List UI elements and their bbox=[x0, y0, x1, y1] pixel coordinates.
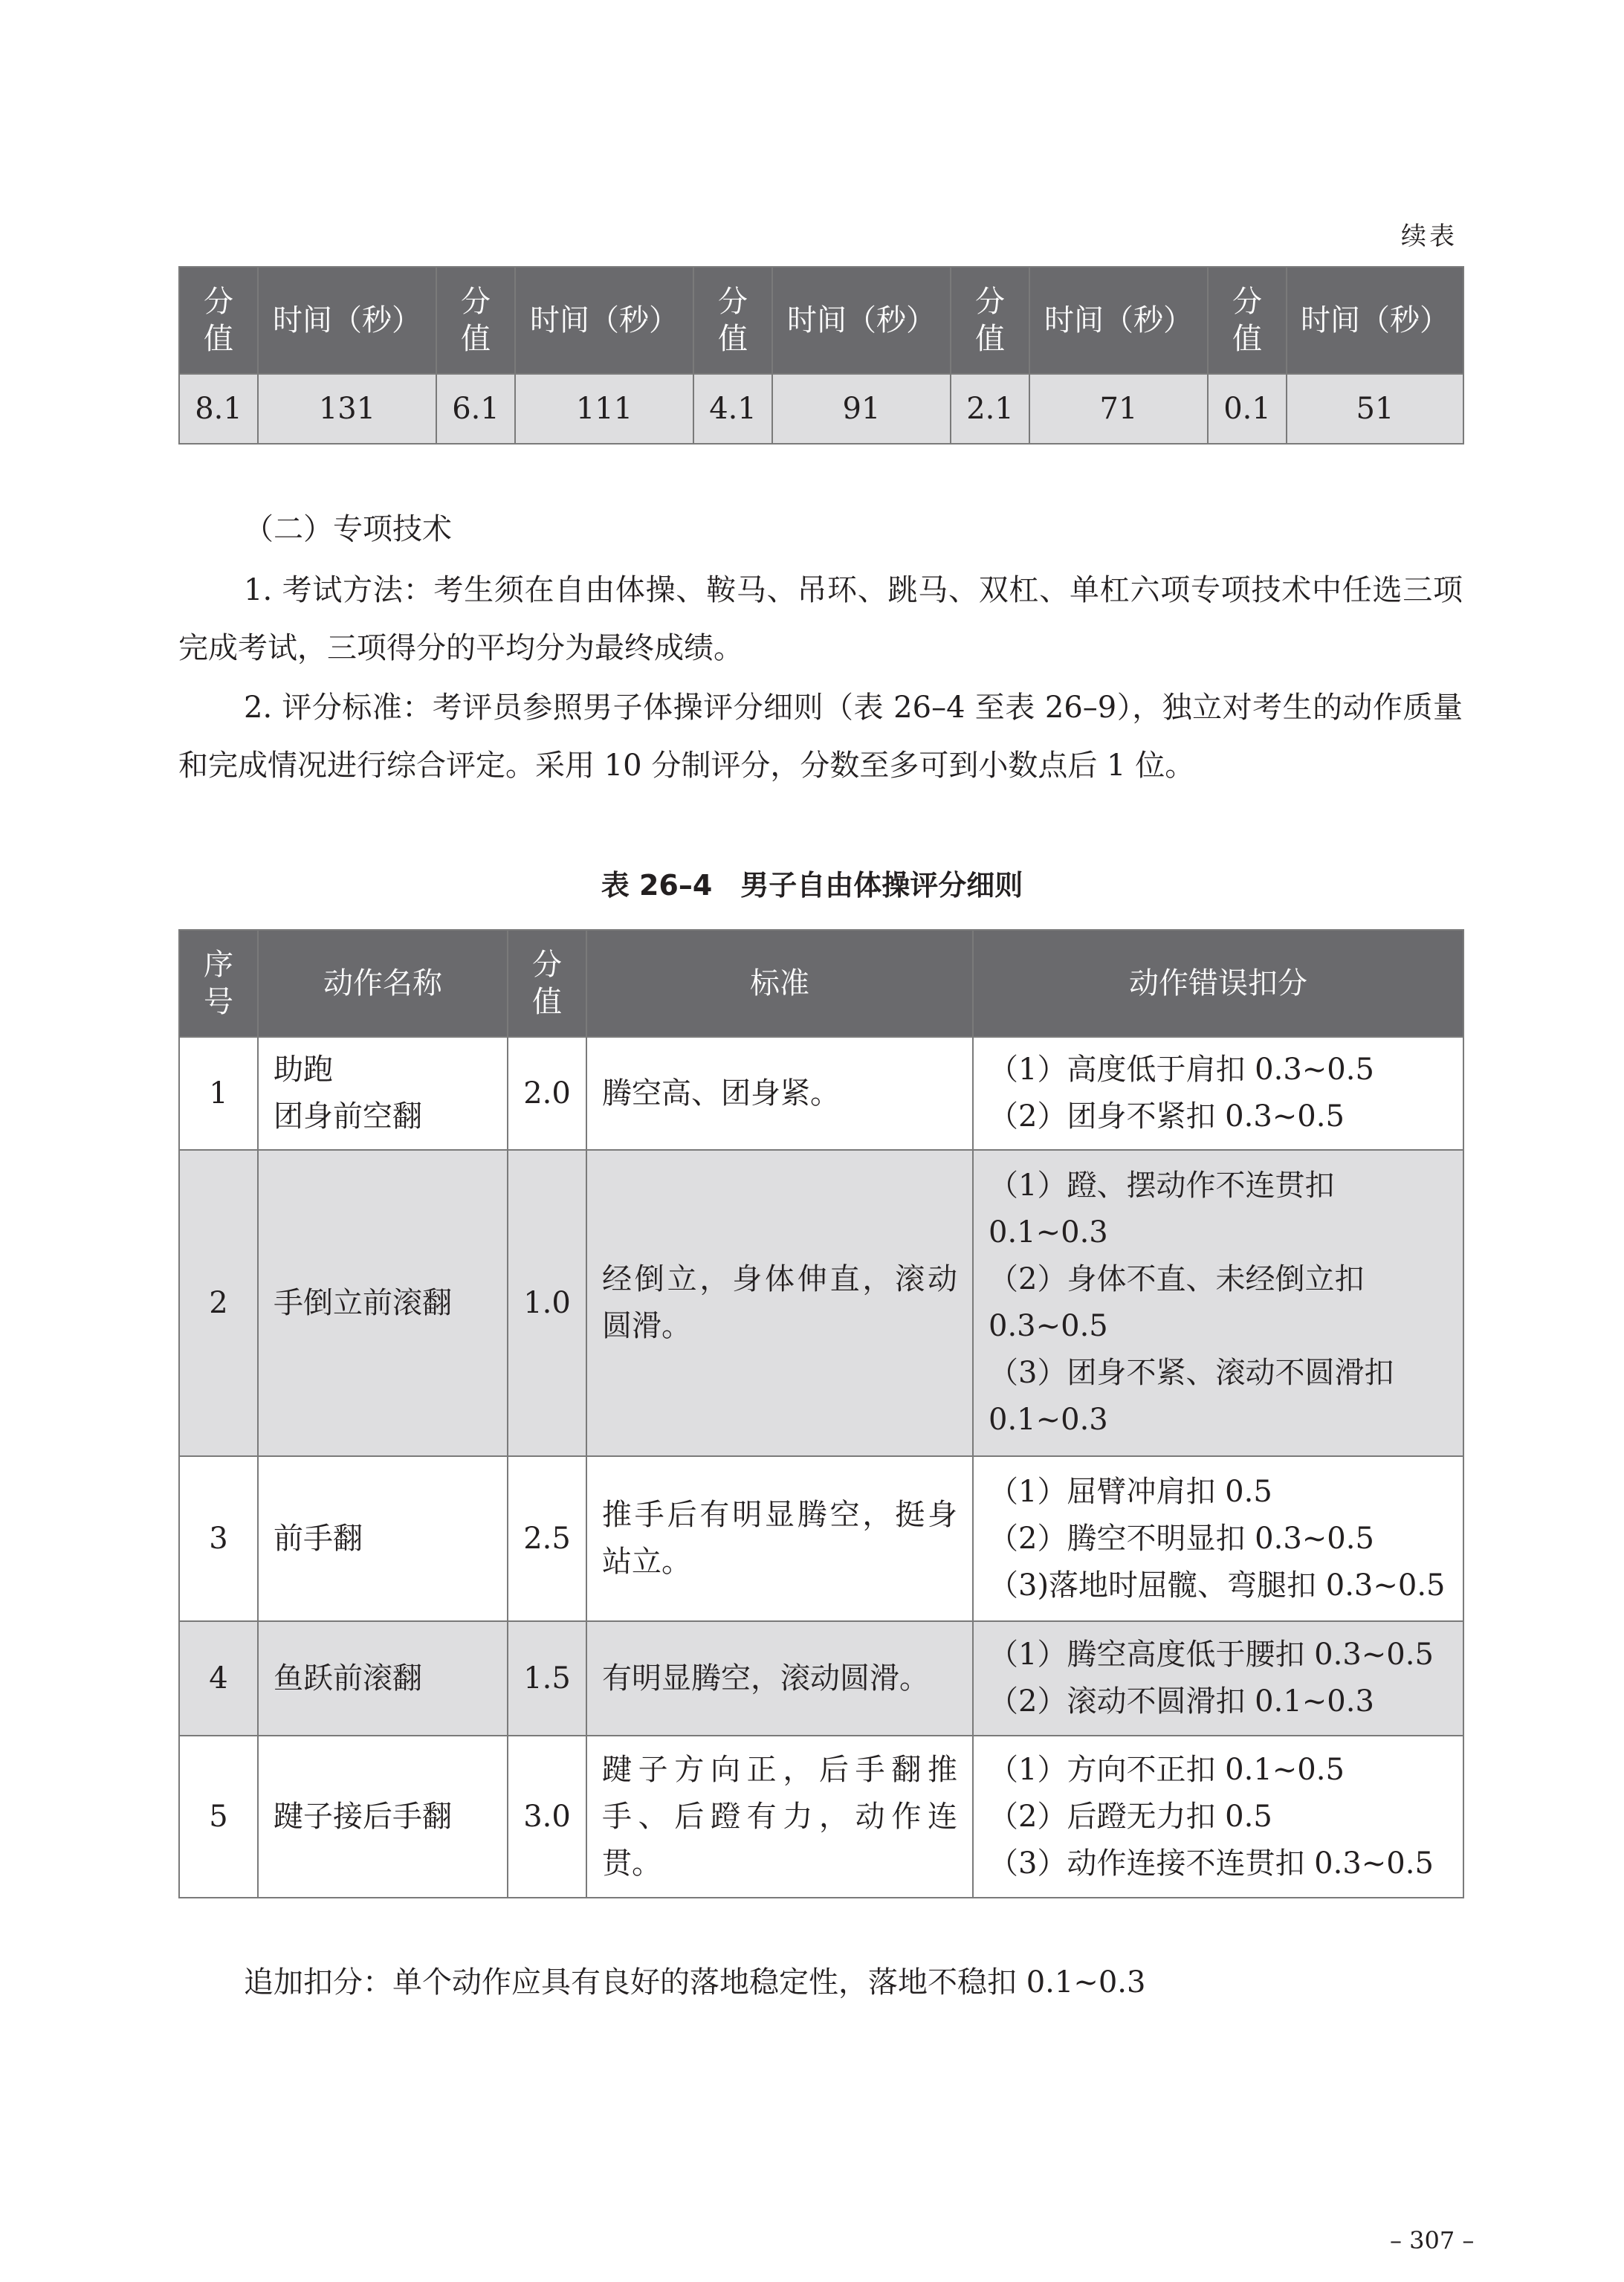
deduction-item: （2）腾空不明显扣 0.3~0.5 bbox=[989, 1521, 1374, 1556]
header-seq: 序 号 bbox=[179, 930, 258, 1037]
header-time: 时间（秒） bbox=[1029, 267, 1208, 374]
header-score: 分 值 bbox=[1208, 267, 1287, 374]
deduction-item: （3）动作连接不连贯扣 0.3~0.5 bbox=[989, 1846, 1434, 1881]
score-cell: 0.1 bbox=[1208, 374, 1287, 444]
header-time: 时间（秒） bbox=[258, 267, 436, 374]
paragraph-text: 1. 考试方法：考生须在自由体操、鞍马、吊环、跳马、双杠、单杠六项专项技术中任选三项完成考试，三项得分的平均分为最终成绩。 bbox=[178, 573, 1463, 665]
score-cell: 1.0 bbox=[508, 1150, 586, 1456]
time-cell: 111 bbox=[515, 374, 693, 444]
table-row bbox=[179, 1037, 1463, 1150]
deduction-cell bbox=[973, 1621, 1463, 1736]
deduction-item: （2）滚动不圆滑扣 0.1~0.3 bbox=[989, 1684, 1374, 1719]
deduction-cell bbox=[973, 1456, 1463, 1621]
table-caption: 表 26–4 男子自由体操评分细则 bbox=[601, 869, 1023, 902]
deduction-item: （1）屈臂冲肩扣 0.5 bbox=[989, 1474, 1272, 1509]
paragraph-exam-method bbox=[178, 561, 1463, 677]
seq-cell: 1 bbox=[179, 1037, 258, 1150]
deduction-cell bbox=[973, 1037, 1463, 1150]
header-score: 分 值 bbox=[436, 267, 515, 374]
score-cell: 4.1 bbox=[693, 374, 772, 444]
table-row bbox=[179, 1456, 1463, 1621]
floor-exercise-rules-table bbox=[178, 929, 1464, 1898]
score-cell: 2.0 bbox=[508, 1037, 586, 1150]
standard-cell: 踺子方向正，后手翻推手、后蹬有力，动作连贯。 bbox=[586, 1736, 973, 1898]
score-time-table bbox=[178, 266, 1464, 445]
paragraph-text: 2. 评分标准：考评员参照男子体操评分细则（表 26–4 至表 26–9），独立对考生的动作质量和完成情况进行综合评定。采用 10 分制评分，分数至多可到小数点后 1 位。 bbox=[178, 691, 1463, 783]
seq-cell: 2 bbox=[179, 1150, 258, 1456]
score-cell: 2.1 bbox=[951, 374, 1029, 444]
seq-cell: 3 bbox=[179, 1456, 258, 1621]
seq-cell: 5 bbox=[179, 1736, 258, 1898]
header-standard: 标准 bbox=[586, 930, 973, 1037]
deduction-cell bbox=[973, 1736, 1463, 1898]
deduction-item: （2）后蹬无力扣 0.5 bbox=[989, 1799, 1272, 1834]
header-time: 时间（秒） bbox=[772, 267, 951, 374]
name-cell: 踺子接后手翻 bbox=[258, 1736, 508, 1898]
score-cell: 1.5 bbox=[508, 1621, 586, 1736]
standard-cell: 推手后有明显腾空，挺身站立。 bbox=[586, 1456, 973, 1621]
paragraph-scoring-standard bbox=[178, 679, 1463, 795]
name-cell: 鱼跃前滚翻 bbox=[258, 1621, 508, 1736]
deduction-item: （1）蹬、摆动作不连贯扣 0.1~0.3 bbox=[989, 1169, 1335, 1250]
deduction-item: （3)落地时屈髋、弯腿扣 0.3~0.5 bbox=[989, 1568, 1446, 1603]
rules-table-header bbox=[179, 930, 1463, 1037]
standard-cell: 腾空高、团身紧。 bbox=[586, 1037, 973, 1150]
deduction-item: （3）团身不紧、滚动不圆滑扣 0.1~0.3 bbox=[989, 1356, 1394, 1437]
standard-cell: 经倒立，身体伸直，滚动圆滑。 bbox=[586, 1150, 973, 1456]
header-name: 动作名称 bbox=[258, 930, 508, 1037]
table-row bbox=[179, 1150, 1463, 1456]
deduction-item: （1）方向不正扣 0.1~0.5 bbox=[989, 1752, 1345, 1787]
time-cell: 71 bbox=[1029, 374, 1208, 444]
score-cell: 6.1 bbox=[436, 374, 515, 444]
extra-deduction-note: 追加扣分：单个动作应具有良好的落地稳定性，落地不稳扣 0.1~0.3 bbox=[244, 1965, 1146, 2000]
header-score: 分 值 bbox=[951, 267, 1029, 374]
deduction-item: （1）腾空高度低于腰扣 0.3~0.5 bbox=[989, 1638, 1434, 1672]
score-cell: 3.0 bbox=[508, 1736, 586, 1898]
table-row bbox=[179, 1736, 1463, 1898]
time-cell: 131 bbox=[258, 374, 436, 444]
seq-cell: 4 bbox=[179, 1621, 258, 1736]
name-text: 助跑 团身前空翻 bbox=[274, 1053, 422, 1134]
header-score: 分 值 bbox=[179, 267, 258, 374]
deduction-item: （2）身体不直、未经倒立扣 0.3~0.5 bbox=[989, 1262, 1365, 1343]
deduction-item: （2）团身不紧扣 0.3~0.5 bbox=[989, 1099, 1345, 1134]
deduction-cell bbox=[973, 1150, 1463, 1456]
section-heading: （二）专项技术 bbox=[244, 512, 452, 546]
name-cell: 前手翻 bbox=[258, 1456, 508, 1621]
header-time: 时间（秒） bbox=[515, 267, 693, 374]
name-cell: 手倒立前滚翻 bbox=[258, 1150, 508, 1456]
standard-cell: 有明显腾空，滚动圆滑。 bbox=[586, 1621, 973, 1736]
header-time: 时间（秒） bbox=[1287, 267, 1463, 374]
table-row bbox=[179, 374, 1463, 444]
score-cell: 8.1 bbox=[179, 374, 258, 444]
score-table-header bbox=[179, 267, 1463, 374]
header-score: 分 值 bbox=[508, 930, 586, 1037]
table-row bbox=[179, 1621, 1463, 1736]
time-cell: 91 bbox=[772, 374, 951, 444]
header-deduction: 动作错误扣分 bbox=[973, 930, 1463, 1037]
page-number: – 307 – bbox=[1390, 2226, 1475, 2254]
deduction-item: （1）高度低于肩扣 0.3~0.5 bbox=[989, 1053, 1374, 1087]
time-cell: 51 bbox=[1287, 374, 1463, 444]
continued-label: 续表 bbox=[1401, 222, 1458, 251]
header-score: 分 值 bbox=[693, 267, 772, 374]
score-cell: 2.5 bbox=[508, 1456, 586, 1621]
name-cell bbox=[258, 1037, 508, 1150]
